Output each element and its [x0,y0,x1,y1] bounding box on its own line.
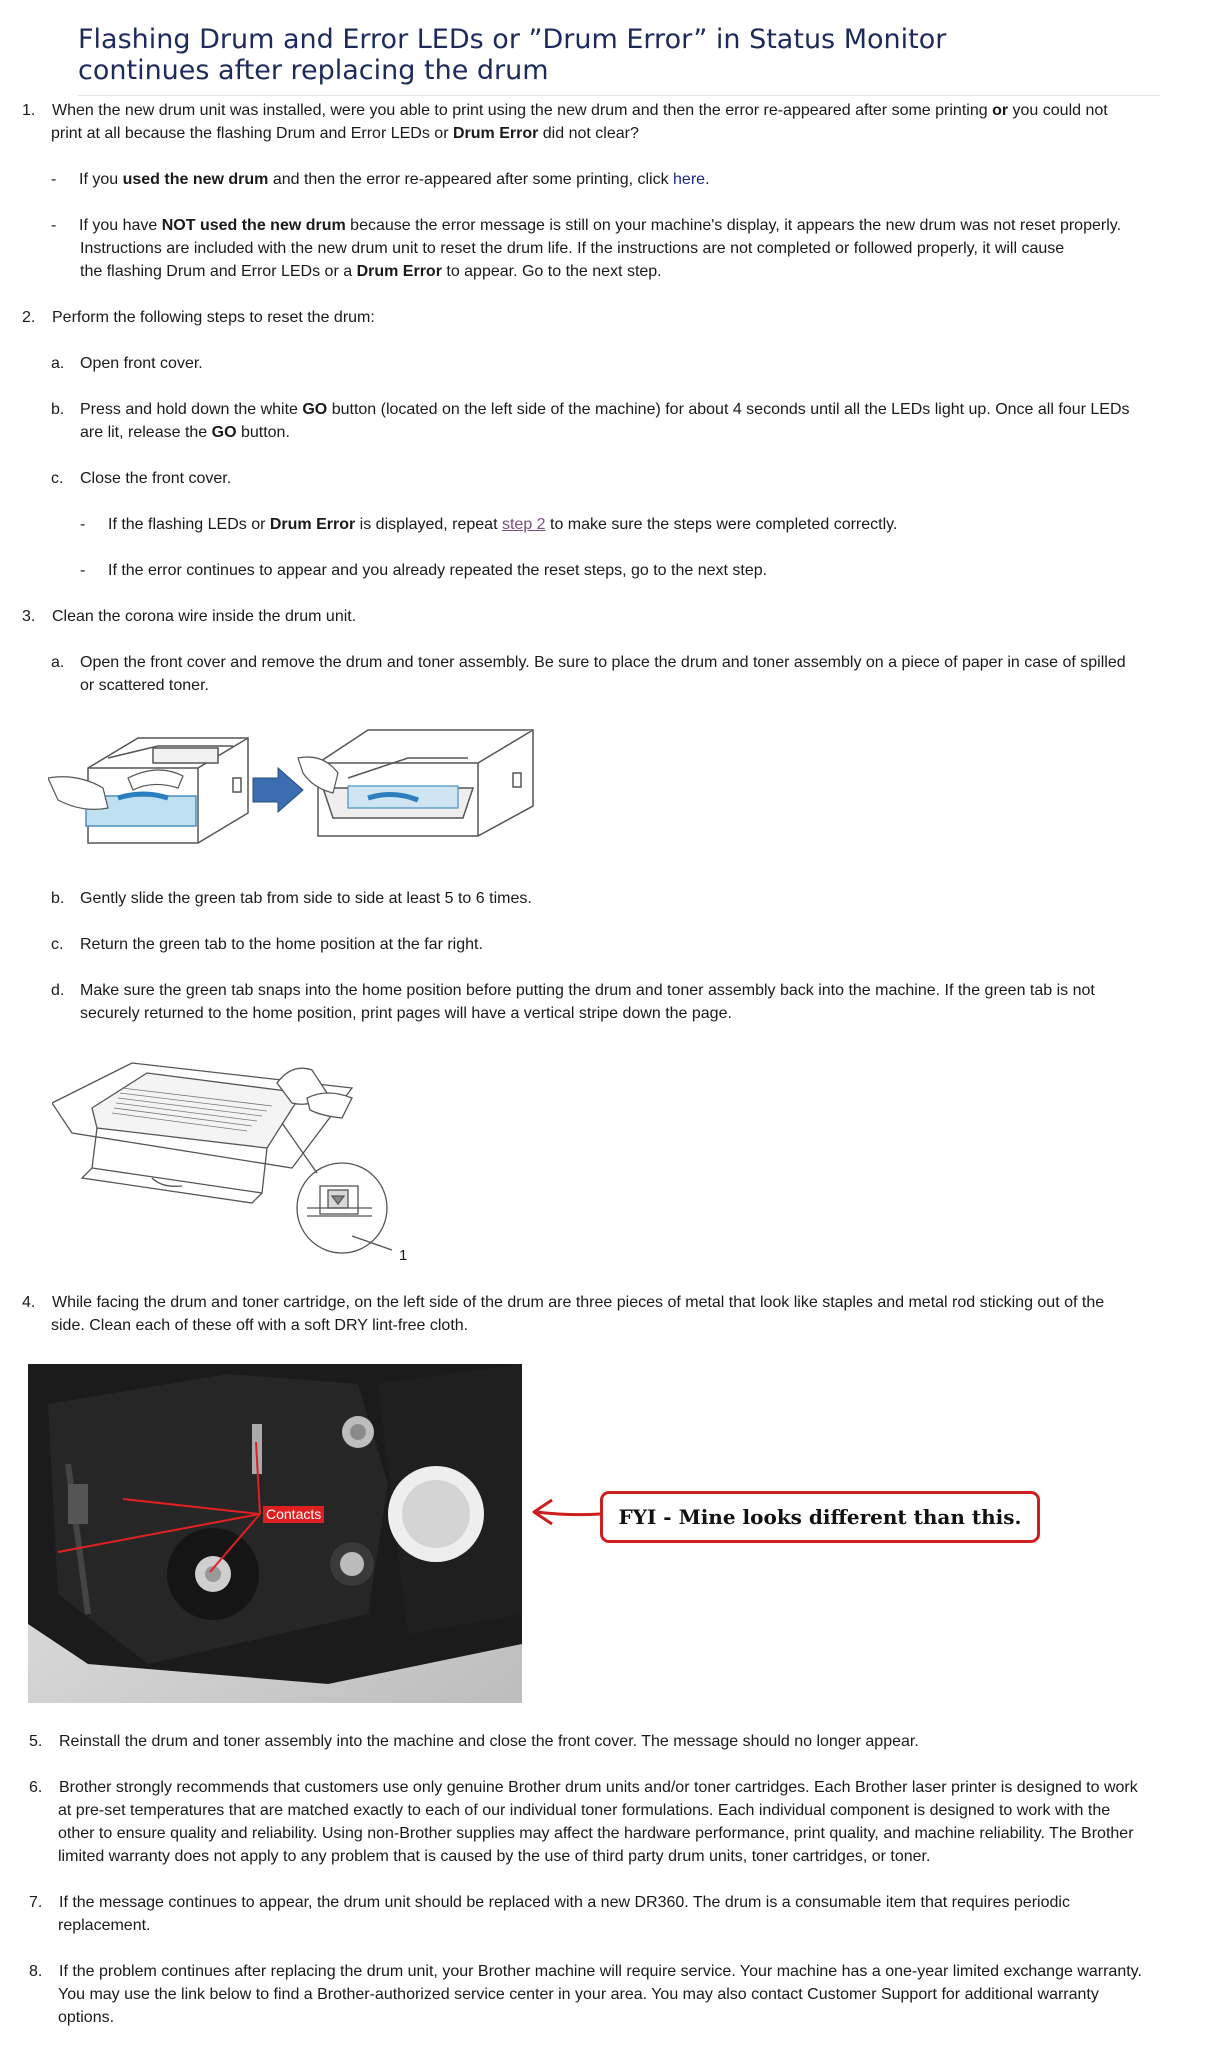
step-1: 1. When the new drum unit was installed, were you able to print using the new drum and then the error re-appeared after some printing or you could not print at all because the flashing Drum and Error LEDs or Drum Error did not clear? [22,102,1108,142]
drum-green-tab-illustration [52,1058,412,1268]
step-2: 2. Perform the following steps to reset the drum: [22,309,375,326]
step-3c: c. Return the green tab to the home position at the far right. [51,936,483,953]
step-5: 5. Reinstall the drum and toner assembly into the machine and close the front cover. The message should no longer appear. [29,1733,919,1750]
page-title: Flashing Drum and Error LEDs or ”Drum Error” in Status Monitor continues after replacing the drum [78,24,947,87]
printer-cover-illustration [48,718,538,853]
callout-arrow [530,1494,602,1534]
step-1-option-not-used: - If you have NOT used the new drum because the error message is still on your machine's display, it appears the new drum was not reset properly. Instructions are included with the new drum unit to reset the drum life. If the instructions are not completed or followed properly, it will cause the flashing Drum and Error LEDs or a Drum Error to appear. Go to the next step. [51,217,1122,280]
step-3d: d. Make sure the green tab snaps into the home position before putting the drum and toner assembly back into the machine. If the green tab is not securely returned to the home position, print pages will have a vertical stripe down the page. [51,982,1095,1022]
step-1-option-used: - If you used the new drum and then the error re-appeared after some printing, click here. [51,171,710,188]
contacts-label: Contacts [263,1506,324,1523]
drum-contacts-photo [28,1364,522,1703]
fyi-callout: FYI - Mine looks different than this. [600,1491,1040,1543]
here-link[interactable]: here [673,171,706,188]
step-4: 4. While facing the drum and toner cartridge, on the left side of the drum are three pieces of metal that look like staples and metal rod sticking out of the side. Clean each of these off with a soft DRY lint-free cloth. [22,1294,1105,1334]
step-2c-sub-2: - If the error continues to appear and you already repeated the reset steps, go to the next step. [80,562,768,579]
step-3a: a. Open the front cover and remove the drum and toner assembly. Be sure to place the drum and toner assembly on a piece of paper in case of spilled or scattered toner. [51,654,1126,694]
step-2c-sub-1: - If the flashing LEDs or Drum Error is displayed, repeat step 2 to make sure the steps were completed correctly. [80,516,898,533]
step-2b: b. Press and hold down the white GO button (located on the left side of the machine) for about 4 seconds until all the LEDs light up. Once all four LEDs are lit, release the GO button. [51,401,1130,441]
step-3: 3. Clean the corona wire inside the drum unit. [22,608,357,625]
step-6: 6. Brother strongly recommends that customers use only genuine Brother drum units and/or toner cartridges. Each Brother laser printer is designed to work at pre-set temperatures that are matched exactly to each of our individual toner formulations. Each individual component is designed to work with the other to ensure quality and reliability. Using non-Brother supplies may affect the hardware performance, print quality, and machine reliability. The Brother limited warranty does not apply to any problem that is caused by the use of third party drum units, toner cartridges, or toner. [29,1779,1138,1865]
step-2-link[interactable]: step 2 [501,516,546,533]
step-2c: c. Close the front cover. [51,470,232,487]
step-3b: b. Gently slide the green tab from side to side at least 5 to 6 times. [51,890,532,907]
figure-callout-number: 1 [399,1247,408,1264]
step-8: 8. If the problem continues after replacing the drum unit, your Brother machine will require service. Your machine has a one-year limited exchange warranty. You may use the link below to find a Brother-authorized service center in your area. You may also contact Customer Support for additional warranty options. [29,1963,1142,2026]
step-7: 7. If the message continues to appear, the drum unit should be replaced with a new DR360. The drum is a consumable item that requires periodic replacement. [29,1894,1070,1934]
step-2a: a. Open front cover. [51,355,203,372]
title-divider [78,95,1160,96]
